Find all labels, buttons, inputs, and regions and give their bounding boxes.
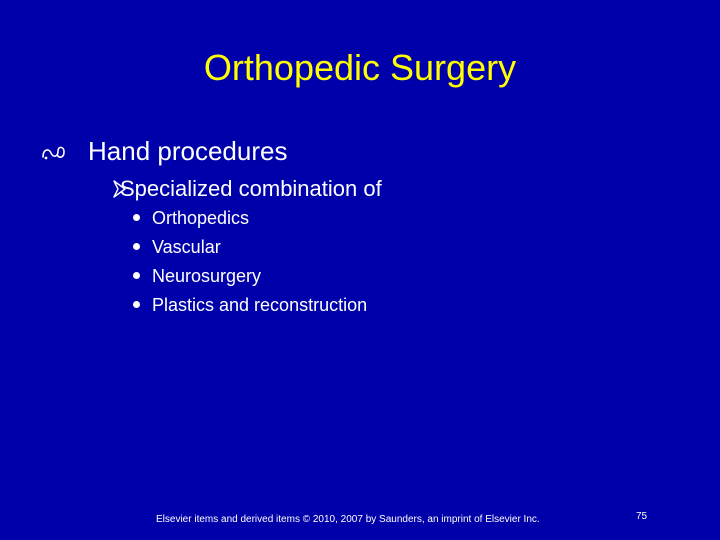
- list-item-label: Orthopedics: [152, 208, 250, 228]
- dot-bullet-icon: [133, 272, 140, 279]
- dot-bullet-icon: [133, 214, 140, 221]
- slide-title: Orthopedic Surgery: [203, 47, 517, 88]
- bullet-hand-procedures: Hand procedures: [88, 136, 288, 166]
- bullet-specialized-combination: Specialized combination of: [120, 176, 382, 201]
- dot-bullet-icon: [133, 301, 140, 308]
- list-item-label: Neurosurgery: [152, 266, 262, 286]
- footer-copyright: Elsevier items and derived items © 2010, 2007 by Saunders, an imprint of Elsevier Inc.: [156, 514, 540, 525]
- dot-bullet-icon: [133, 243, 140, 250]
- list-item-label: Plastics and reconstruction: [152, 295, 368, 315]
- page-number: 75: [636, 511, 648, 522]
- decorative-bullet-icon: [40, 140, 68, 164]
- list-item-label: Vascular: [152, 237, 221, 257]
